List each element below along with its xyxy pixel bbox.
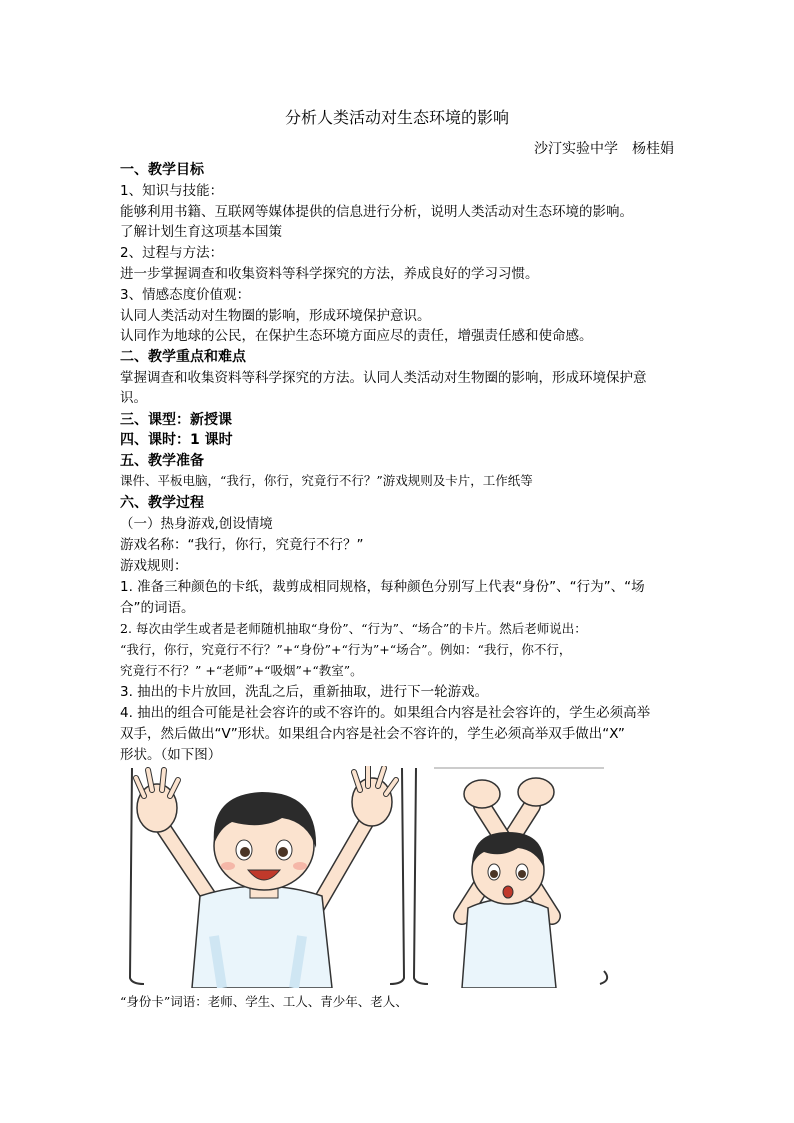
- text-line: 4. 抽出的组合可能是社会容许的或不容许的。如果组合内容是社会容许的，学生必须高举: [120, 705, 651, 721]
- text-line: 1、知识与技能：: [120, 183, 224, 199]
- text-line: 能够利用书籍、互联网等媒体提供的信息进行分析，说明人类活动对生态环境的影响。: [120, 204, 633, 220]
- section-heading: 四、课时：1 课时: [120, 432, 233, 448]
- text-line: 游戏名称：“我行，你行，究竟行不行？”: [120, 537, 364, 553]
- text-line: 2. 每次由学生或者是老师随机抽取“身份”、“行为”、“场合”的卡片。然后老师说出：: [120, 621, 587, 636]
- text-line: 3. 抽出的卡片放回，洗乱之后，重新抽取，进行下一轮游戏。: [120, 684, 489, 700]
- author-line: 沙汀实验中学 杨桂娟: [534, 141, 674, 157]
- document-title: 分析人类活动对生态环境的影响: [284, 108, 509, 127]
- text-line: 双手，然后做出“V”形状。如果组合内容是社会不容许的，学生必须高举双手做出“X”: [120, 726, 625, 742]
- section-heading: 六、教学过程: [120, 495, 204, 511]
- text-line: “我行，你行，究竟行不行？”+“身份”+“行为”+“场合”。例如：“我行，你不行，: [120, 642, 572, 657]
- boy-v-gesture-figure: [136, 766, 396, 988]
- text-line: 1. 准备三种颜色的卡纸，裁剪成相同规格，每种颜色分别写上代表“身份”、“行为”、“场: [120, 579, 645, 595]
- text-line: 课件、平板电脑，“我行，你行，究竟行不行？”游戏规则及卡片，工作纸等: [120, 473, 533, 488]
- gesture-illustration: [122, 766, 612, 988]
- text-line: 2、过程与方法：: [120, 245, 224, 261]
- section-heading: 一、教学目标: [120, 162, 204, 178]
- text-line: 认同人类活动对生物圈的影响，形成环境保护意识。: [120, 308, 431, 324]
- text-line: 3、情感态度价值观：: [120, 287, 251, 303]
- text-line: 进一步掌握调查和收集资料等科学探究的方法，养成良好的学习习惯。: [120, 266, 539, 282]
- section-heading: 二、教学重点和难点: [120, 349, 246, 365]
- text-line: 形状。（如下图）: [120, 747, 222, 763]
- text-line: （一）热身游戏,创设情境: [120, 516, 273, 532]
- text-line: 识。: [120, 390, 147, 406]
- section-heading: 五、教学准备: [120, 453, 204, 469]
- text-line: 了解计划生育这项基本国策: [120, 224, 282, 240]
- text-line: 掌握调查和收集资料等科学探究的方法。认同人类活动对生物圈的影响，形成环境保护意: [120, 370, 647, 386]
- figure-caption: “身份卡”词语：老师、学生、工人、青少年、老人、: [120, 994, 408, 1009]
- text-line: 合”的词语。: [120, 600, 195, 616]
- boy-x-gesture-figure: [462, 778, 556, 988]
- section-heading: 三、课型：新授课: [120, 412, 232, 428]
- text-line: 究竟行不行？” +“老师”+“吸烟”+“教室”。: [120, 663, 363, 678]
- text-line: 认同作为地球的公民，在保护生态环境方面应尽的责任，增强责任感和使命感。: [120, 328, 593, 344]
- text-line: 游戏规则：: [120, 558, 188, 574]
